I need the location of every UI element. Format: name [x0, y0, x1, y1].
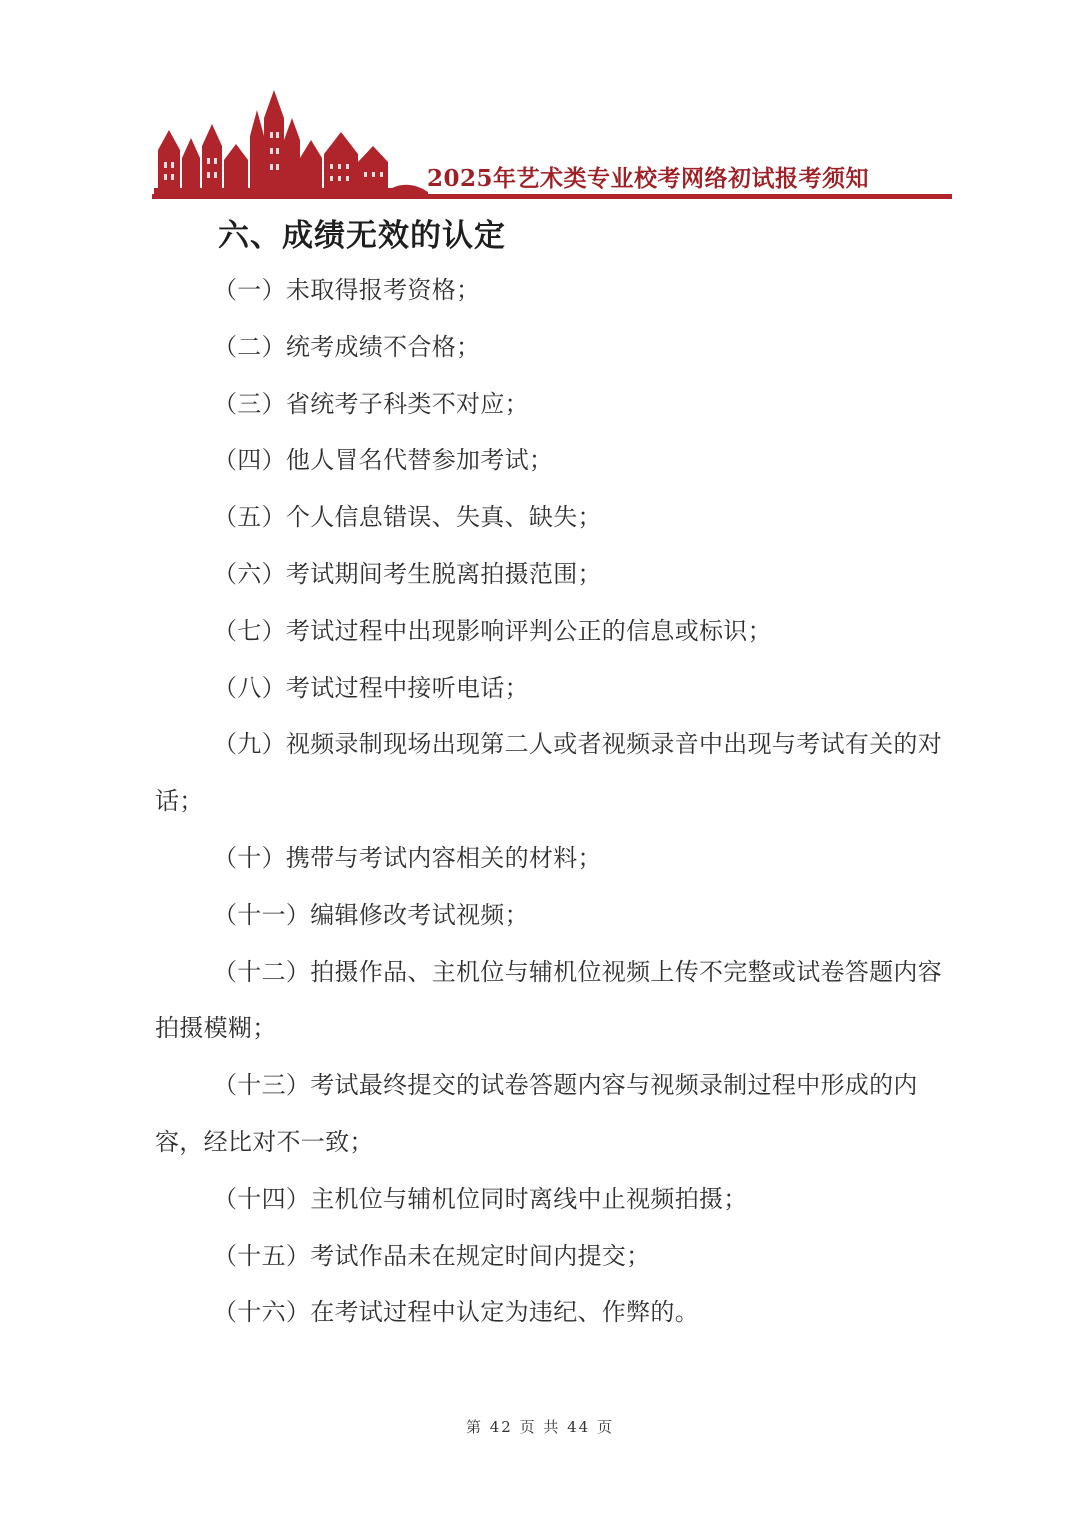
section-title: 六、成绩无效的认定 [218, 218, 506, 254]
page-header [152, 88, 952, 203]
list-item: （三）省统考子科类不对应； [213, 389, 529, 418]
list-item: （十四）主机位与辅机位同时离线中止视频拍摄； [213, 1184, 748, 1213]
list-item: （九）视频录制现场出现第二人或者视频录音中出现与考试有关的对话； [155, 730, 942, 816]
list-item: （十一）编辑修改考试视频； [213, 900, 529, 929]
list-item: （十二）拍摄作品、主机位与辅机位视频上传不完整或试卷答题内容拍摄模糊； [155, 957, 942, 1043]
list-item: （六）考试期间考生脱离拍摄范围； [213, 559, 602, 588]
list-item: （五）个人信息错误、失真、缺失； [213, 503, 602, 532]
invalid-score-list [155, 262, 950, 1341]
list-item: （十三）考试最终提交的试卷答题内容与视频录制过程中形成的内容，经比对不一致； [155, 1071, 918, 1156]
list-item: （十五）考试作品未在规定时间内提交； [213, 1241, 651, 1270]
list-item: （十六）在考试过程中认定为违纪、作弊的。 [213, 1298, 699, 1327]
list-item: （四）他人冒名代替参加考试； [213, 446, 554, 475]
list-item: （二）统考成绩不合格； [213, 332, 481, 361]
list-item: （八）考试过程中接听电话； [213, 673, 529, 702]
page-number: 第 42 页 共 44 页 [465, 1418, 614, 1436]
list-item: （一）未取得报考资格； [213, 276, 481, 304]
header-title: 2025年艺术类专业校考网络初试报考须知 [427, 165, 870, 192]
list-item: （十）携带与考试内容相关的材料； [213, 843, 602, 872]
list-item: （七）考试过程中出现影响评判公正的信息或标识； [213, 616, 772, 645]
